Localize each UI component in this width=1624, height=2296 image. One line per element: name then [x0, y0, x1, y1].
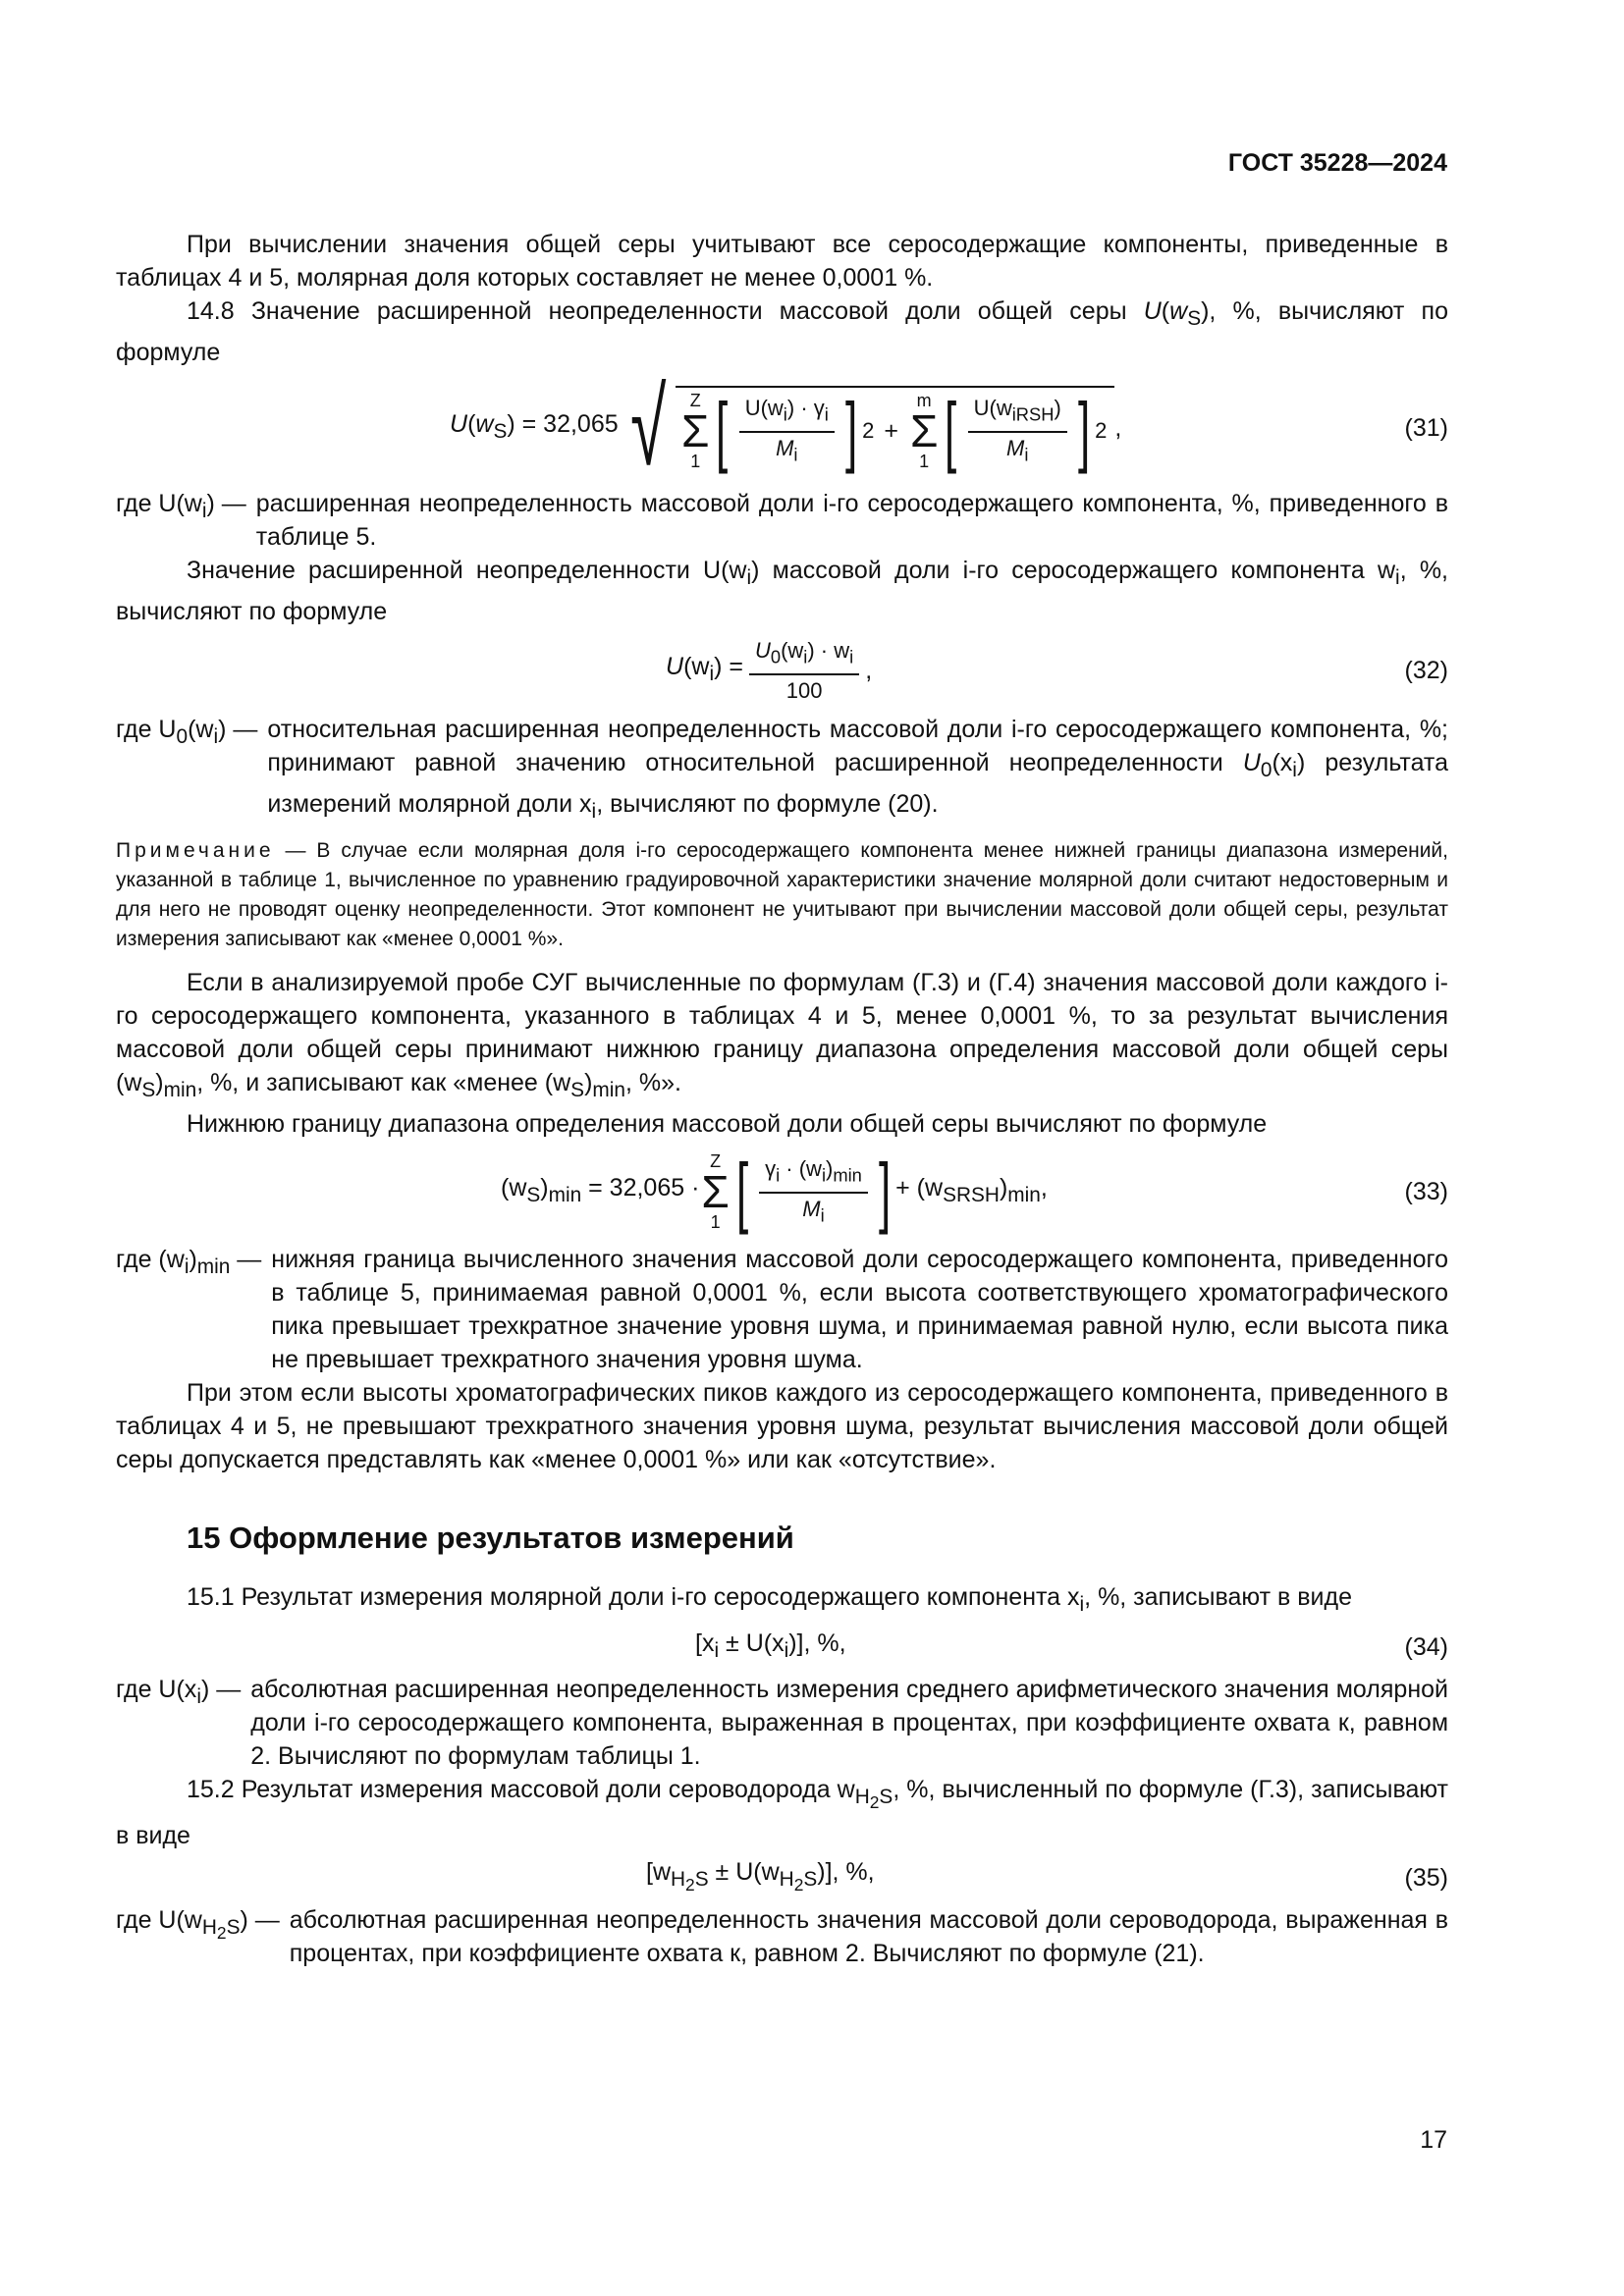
- where-clause-34: где $U(x_i)$ — абсолютная расширенная неопределенность измерения среднего арифметического значения молярной доли i-го серосодержащего компонента, выраженная в процентах, при коэффициенте охвата к, равном 2. Вычисляют по формулам таблицы 1.: [116, 1676, 1448, 1770]
- fraction-32: $\frac{U_0(w_i) \cdot w_i}{100}$: [749, 636, 859, 705]
- paragraph-lpg-sample: Если в анализируемой пробе СУГ вычисленные по формулам (Г.3) и (Г.4) значения массовой доли каждого i-го серосодержащего компонента, указанного в таблицах 4 и 5, менее 0,0001 %, то за результат вычисления массовой доли общей серы принимают нижнюю границу диапазона определения массовой доли общей серы $(w_S)_{min}$, %, и записывают как «менее $(w_S)_{min}$, %».: [116, 969, 1448, 1101]
- formula-31: $U(w_S) = 32,065$ √ Z Σ 1 [ $\frac{U(w_i) \cdot \gamma_i}{M_i}$ ] 2 + m Σ 1 [ $\frac{U(w_{iRSH})}{M_i}$ ] 2 , (31): [450, 367, 1448, 488]
- fraction-33: $\frac{\gamma_i \cdot (w_i)_{min}}{M_i}$: [759, 1154, 868, 1230]
- fraction-31-a: $\frac{U(w_i) \cdot \gamma_i}{M_i}$: [739, 394, 835, 469]
- section-15-heading: 15 Оформление результатов измерений: [187, 1521, 794, 1555]
- sum-operator: m Σ 1: [909, 391, 939, 471]
- formula-34: $[x_i \pm U(x_i)]$, %, (34): [695, 1629, 1448, 1662]
- where-clause-31: где $U(w_i)$ — расширенная неопределенность массовой доли i-го серосодержащего компонента, %, приведенного в таблице 5.: [116, 490, 1448, 551]
- formula-number: (33): [1404, 1178, 1448, 1205]
- page-number: 17: [1420, 2126, 1447, 2154]
- where-clause-33: где $(w_i)_{min}$ — нижняя граница вычисленного значения массовой доли серосодержащего компонента, приведенного в таблице 5, принимаемая равной 0,0001 %, если высота соответствующего хроматографического пика превышает трехкратное значение уровня шума, и принимаемая равной нулю, если высота пика не превышает трехкратного значения уровня шума.: [116, 1246, 1448, 1373]
- paragraph-lower-bound: Нижнюю границу диапазона определения массовой доли общей серы вычисляют по формуле: [187, 1110, 1268, 1138]
- formula-number: (34): [1404, 1633, 1448, 1661]
- note-block: Примечание — В случае если молярная доля i-го серосодержащего компонента менее нижней границы диапазона измерений, указанной в таблице 1, вычисленное по уравнению градуировочной характеристики значение молярной доли считают недостоверным и для него не проводят оценку неопределенности. Этот компонент не учитывают при вычислении массовой доли общей серы, результат измерения записывают как «менее 0,0001 %».: [116, 839, 1448, 950]
- radical-sign: √ Z Σ 1 [ $\frac{U(w_i) \cdot \gamma_i}{M_i}$ ] 2 + m Σ 1 [ $\frac{U(w_{iRSH})}{M_i}$ ] 2: [619, 374, 1115, 482]
- paragraph-uwi: Значение расширенной неопределенности $U(w_i)$ массовой доли i-го серосодержащего компонента $w_i$, %, вычисляют по формуле: [116, 557, 1449, 625]
- paragraph-sulfur-components: При вычислении значения общей серы учитывают все серосодержащие компоненты, приведенные в таблицах 4 и 5, молярная доля которых составляет не менее 0,0001 %.: [116, 231, 1448, 292]
- paragraph-15-1: 15.1 Результат измерения молярной доли i-го серосодержащего компонента $x_i$, %, записывают в виде: [187, 1583, 1352, 1616]
- document-body: [116, 228, 1448, 1970]
- formula-number: (32): [1404, 657, 1448, 684]
- formula-35: $[w_{H_2S} \pm U(w_{H_2S})]$, %, (35): [646, 1857, 1448, 1895]
- formula-number: (31): [1404, 414, 1448, 442]
- sum-operator: Z Σ 1: [701, 1151, 730, 1232]
- formula-33: $(w_S)_{min} = 32,065$ · Z Σ 1 [ $\frac{\gamma_i \cdot (w_i)_{min}}{M_i}$ ] + $(w_{SRSH})_{min}$, (33): [501, 1148, 1448, 1235]
- formula-number: (35): [1404, 1864, 1448, 1893]
- paragraph-14-8: 14.8 Значение расширенной неопределенности массовой доли общей серы $U(w_S)$, %, вычисляют по формуле: [116, 297, 1448, 366]
- sum-operator: Z Σ 1: [681, 391, 710, 471]
- fraction-31-b: $\frac{U(w_{iRSH})}{M_i}$: [968, 394, 1067, 469]
- where-clause-35: где $U(w_{H_2S})$ — абсолютная расширенная неопределенность значения массовой доли сероводорода, выраженная в процентах, при коэффициенте охвата к, равном 2. Вычисляют по формуле (21).: [116, 1906, 1448, 1968]
- paragraph-15-2: 15.2 Результат измерения массовой доли сероводорода $w_{H_2S}$, %, вычисленный по формуле (Г.3), записывают в виде: [116, 1776, 1448, 1850]
- document-header: ГОСТ 35228—2024: [1227, 149, 1447, 177]
- where-clause-32: где $U_0(w_i)$ — относительная расширенная неопределенность массовой доли i-го серосодержащего компонента, %; принимают равной значению относительной расширенной неопределенности $U_0(x_i)$ результата измерений молярной доли $x_i$, вычисляют по формуле (20).: [116, 716, 1448, 823]
- paragraph-peaks: При этом если высоты хроматографических пиков каждого из серосодержащего компонента, приведенного в таблицах 4 и 5, не превышают трехкратного значения уровня шума, результат вычисления массовой доли общей серы допускается представлять как «менее 0,0001 %» или как «отсутствие».: [116, 1379, 1448, 1473]
- formula-32: $U(w_i)$ = $\frac{U_0(w_i) \cdot w_i}{100}$ , (32): [666, 637, 1448, 704]
